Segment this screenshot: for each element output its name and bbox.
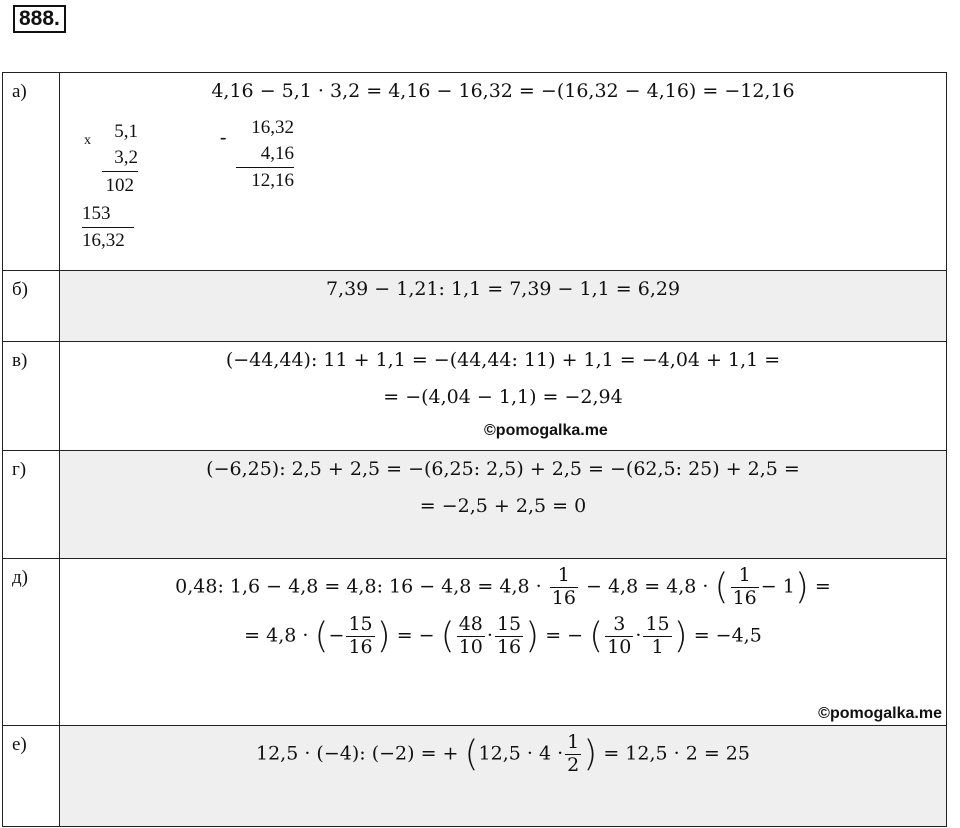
exercise-number: 888. <box>13 5 66 33</box>
expr-text: = − <box>545 624 584 647</box>
multiply-sign: x <box>84 133 91 148</box>
mult-result-wrap <box>82 228 140 254</box>
expr-text: 0,48: 1,6 − 4,8 = 4,8: 16 − 4,8 = 4,8 · <box>175 575 542 598</box>
sub-stack <box>236 115 294 194</box>
numerator: 1 <box>731 565 759 588</box>
row-label: е) <box>3 726 60 827</box>
table-row <box>3 73 947 271</box>
expr-text: = 4,8 · <box>244 624 309 647</box>
denominator: 16 <box>732 586 757 609</box>
row-body <box>60 342 947 451</box>
paren-close: ) <box>525 615 540 657</box>
row-label: д) <box>3 559 60 726</box>
fraction <box>643 614 671 659</box>
denominator: 2 <box>567 753 580 776</box>
expr-text: = − <box>396 624 435 647</box>
equation-line: = −2,5 + 2,5 = 0 <box>419 495 587 517</box>
equation-line: 7,39 − 1,21: 1,1 = 7,39 − 1,1 = 6,29 <box>325 278 681 300</box>
fraction <box>495 614 523 659</box>
expr-text: − 1 <box>760 575 795 598</box>
fraction <box>457 614 485 659</box>
minus-sign: - <box>220 127 227 148</box>
row-body <box>60 451 947 559</box>
paren-close: ) <box>376 615 391 657</box>
row-body <box>60 73 947 271</box>
numerator: 3 <box>605 614 633 637</box>
expr-text: · <box>635 624 642 647</box>
denominator: 10 <box>458 635 483 658</box>
row-label: б) <box>3 271 60 342</box>
paren-open: ( <box>314 615 329 657</box>
row-label: г) <box>3 451 60 559</box>
expr-text: 12,5 · 4 · <box>478 742 564 765</box>
table-row <box>3 451 947 559</box>
mult-p2-wrap <box>82 201 134 228</box>
mult-p2: 153 <box>82 201 134 228</box>
paren-close: ) <box>673 615 688 657</box>
watermark: ©pomogalka.me <box>484 422 608 439</box>
fraction <box>731 565 759 610</box>
row-label: а) <box>3 73 60 271</box>
expr-text: = −4,5 <box>693 624 762 647</box>
mult-b: 3,2 <box>102 145 138 172</box>
fraction <box>550 565 578 610</box>
expr-text: − 4,8 = 4,8 · <box>585 575 709 598</box>
row-body <box>60 271 947 342</box>
denominator: 16 <box>348 635 373 658</box>
table-row <box>3 342 947 451</box>
fraction <box>565 732 581 777</box>
watermark: ©pomogalka.me <box>818 705 942 722</box>
expr-text: = <box>814 575 831 598</box>
fraction <box>346 614 374 659</box>
fraction <box>605 614 633 659</box>
paren-open: ( <box>589 615 604 657</box>
paren-close: ) <box>583 733 598 775</box>
numerator: 1 <box>550 565 578 588</box>
denominator: 1 <box>651 635 664 658</box>
row-label: в) <box>3 342 60 451</box>
numerator: 15 <box>645 612 670 635</box>
solution-table <box>2 72 947 827</box>
sub-a: 16,32 <box>251 117 294 138</box>
table-row <box>3 726 947 827</box>
equation-line <box>60 559 946 610</box>
equation-line <box>60 610 946 659</box>
mult-p1: 102 <box>105 175 134 196</box>
denominator: 16 <box>551 586 576 609</box>
numerator: 48 <box>458 612 483 635</box>
denominator: 10 <box>607 635 632 658</box>
paren-open: ( <box>714 566 729 608</box>
mult-result: 16,32 <box>82 230 125 251</box>
paren-open: ( <box>464 733 479 775</box>
sub-b: 4,16 <box>236 141 294 168</box>
equation-line: (−44,44): 11 + 1,1 = −(44,44: 11) + 1,1 = −4,04 + 1,1 = <box>225 349 781 371</box>
expr-text: = 12,5 · 2 = 25 <box>603 742 750 765</box>
denominator: 16 <box>496 635 522 658</box>
numerator: 1 <box>567 731 580 753</box>
sub-result: 12,16 <box>251 170 294 191</box>
mult-a: 5,1 <box>114 121 138 142</box>
paren-open: ( <box>440 615 455 657</box>
expr-text: · <box>486 624 493 647</box>
equation-line <box>60 726 946 777</box>
numerator: 15 <box>496 612 522 635</box>
equation-line: = −(4,04 − 1,1) = −2,94 <box>383 386 623 408</box>
numerator: 15 <box>348 612 373 635</box>
paren-close: ) <box>794 566 809 608</box>
table-row <box>3 271 947 342</box>
row-body <box>60 726 947 827</box>
mult-top <box>102 119 138 172</box>
equation-line: (−6,25): 2,5 + 2,5 = −(6,25: 2,5) + 2,5 = −(62,5: 25) + 2,5 = <box>206 458 800 480</box>
equation-line: 4,16 − 5,1 · 3,2 = 4,16 − 16,32 = −(16,32 − 4,16) = −12,16 <box>211 80 795 102</box>
mult-partials <box>82 173 134 199</box>
row-body <box>60 559 947 726</box>
expr-text: − <box>328 624 345 647</box>
expr-text: 12,5 · (−4): (−2) = + <box>256 742 459 765</box>
table-row <box>3 559 947 726</box>
